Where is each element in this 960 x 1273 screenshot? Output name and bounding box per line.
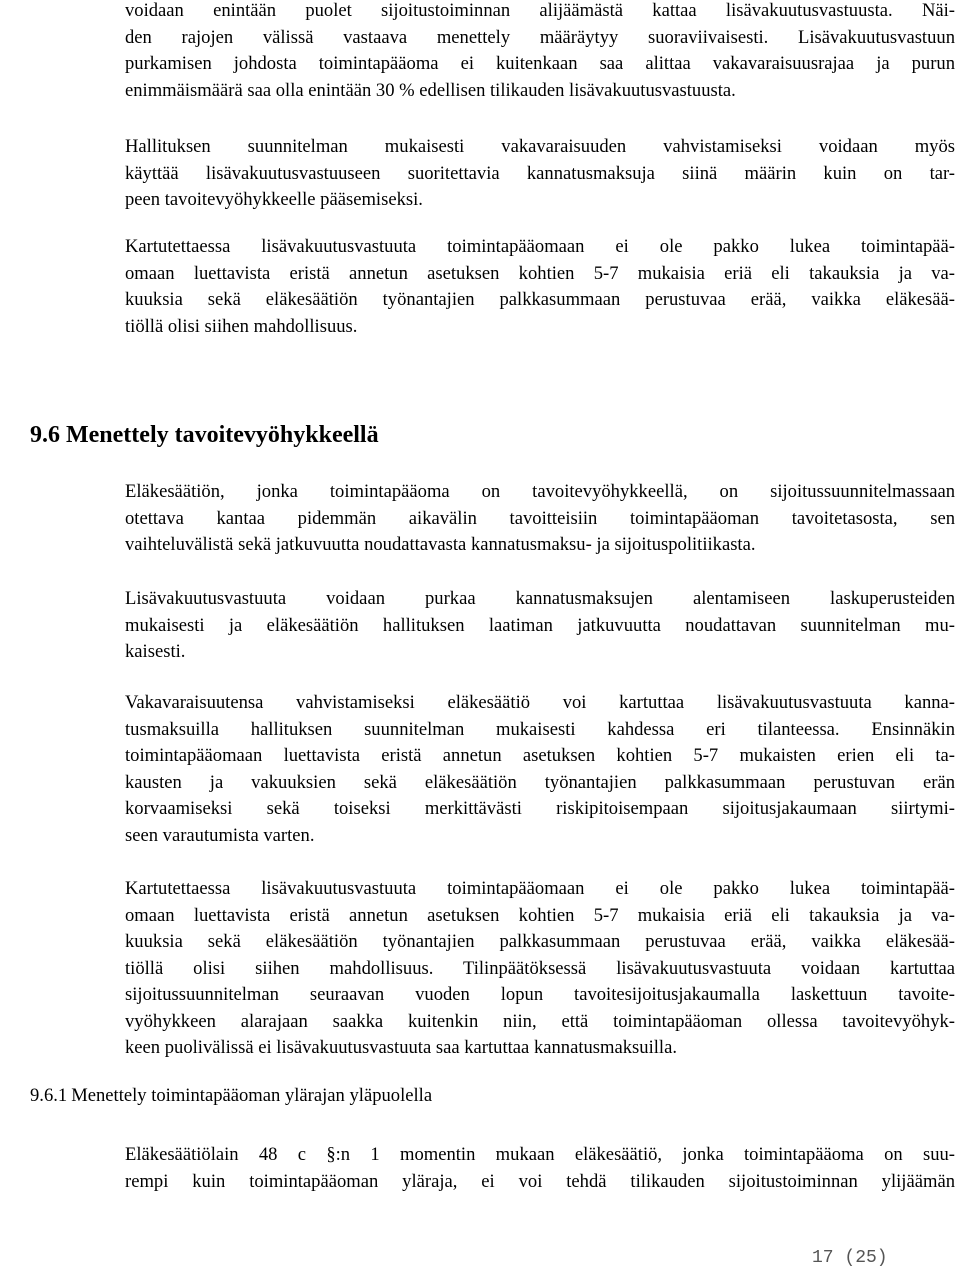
paragraph-release — [125, 586, 955, 666]
text-line: Eläkesäätiön, jonka toimintapääoma on tavoitevyöhykkeellä, on sijoitussuunnitelmassaan — [125, 481, 955, 502]
subsection-title: Menettely toimintapääoman ylärajan yläpuolella — [71, 1085, 433, 1106]
text-line: mukaisesti ja eläkesäätiön hallituksen laatiman jatkuvuutta noudattavan suunnitelman mu- — [125, 614, 955, 636]
text-line: kuuksia sekä eläkesäätiön työnantajien palkkasummaan perustuvaa erää, vaikka eläkesää- — [125, 289, 955, 310]
text-line: vyöhykkeen alarajaan saakka kuitenkin niin, että toimintapääoman ollessa tavoitevyöhyk- — [125, 1010, 955, 1032]
text-line: rempi kuin toimintapääoman yläraja, ei voi tehdä tilikauden sijoitustoiminnan ylijäämän — [125, 1170, 955, 1192]
paragraph-board-plan — [125, 134, 955, 214]
text-line: toimintapääomaan luettavista eristä annetun asetuksen kohtien 5-7 mukaisten erien eli ta- — [125, 745, 955, 766]
paragraph-surplus-limits — [125, 0, 955, 104]
subsection-heading — [30, 1083, 432, 1109]
text-line: sijoitussuunnitelman seuraavan vuoden lopun tavoitesijoitusjakaumalla laskettuun tavoite- — [125, 984, 955, 1005]
text-line: seen varautumista varten. — [125, 824, 315, 846]
text-line: keen puolivälissä ei lisävakuutusvastuuta saa kartuttaa kannatusmaksuilla. — [125, 1037, 677, 1058]
text-line: tusmaksuilla hallituksen suunnitelman mukaisesti kahdessa eri tilanteessa. Ensinnäkin — [125, 718, 955, 740]
section-heading — [30, 420, 379, 450]
paragraph-investment-plan — [125, 479, 955, 559]
paragraph-accumulation-2 — [125, 876, 955, 1062]
text-line: purkamisen johdosta toimintapääoma ei kuitenkaan saa alittaa vakavaraisuusrajaa ja purun — [125, 53, 955, 74]
subsection-number: 9.6.1 — [30, 1085, 68, 1106]
text-line: tiöllä olisi siihen mahdollisuus. Tilinpäätöksessä lisävakuutusvastuuta voidaan kartuttaa — [125, 957, 955, 979]
text-line: tiöllä olisi siihen mahdollisuus. — [125, 315, 358, 337]
text-line: Lisävakuutusvastuuta voidaan purkaa kannatusmaksujen alentamiseen laskuperusteiden — [125, 588, 955, 609]
text-line: omaan luettavista eristä annetun asetuksen kohtien 5-7 mukaisia eriä eli takauksia ja va- — [125, 262, 955, 284]
section-title: Menettely tavoitevyöhykkeellä — [66, 422, 379, 448]
text-line: Eläkesäätiölain 48 c §:n 1 momentin mukaan eläkesäätiö, jonka toimintapääoma on suu- — [125, 1144, 955, 1165]
text-line: otettava kantaa pidemmän aikavälin tavoitteisiin toimintapääoman tavoitetasosta, sen — [125, 507, 955, 529]
text-line: kaisesti. — [125, 641, 186, 662]
text-line: Kartutettaessa lisävakuutusvastuuta toimintapääomaan ei ole pakko lukea toimintapää- — [125, 236, 955, 257]
text-line: vaihteluvälistä sekä jatkuvuutta noudattavasta kannatusmaksu- ja sijoituspolitiikasta. — [125, 534, 756, 555]
text-line: enimmäismäärä saa olla enintään 30 % edellisen tilikauden lisävakuutusvastuusta. — [125, 79, 736, 101]
paragraph-two-situations — [125, 690, 955, 849]
paragraph-upper-limit — [125, 1142, 955, 1195]
text-line: korvaamiseksi sekä toiseksi merkittävästi riskipitoisempaan sijoitusjakaumaan siirtymi- — [125, 798, 955, 819]
text-line: den rajojen välissä vastaava menettely määräytyy suoraviivaisesti. Lisävakuutusvastuun — [125, 26, 955, 48]
text-line: omaan luettavista eristä annetun asetuksen kohtien 5-7 mukaisia eriä eli takauksia ja va- — [125, 904, 955, 926]
text-line: kuuksia sekä eläkesäätiön työnantajien palkkasummaan perustuvaa erää, vaikka eläkesää- — [125, 931, 955, 952]
text-line: peen tavoitevyöhykkeelle pääsemiseksi. — [125, 189, 423, 210]
text-line: kausten ja vakuuksien sekä eläkesäätiön työnantajien palkkasummaan perustuvan erän — [125, 771, 955, 793]
text-line: voidaan enintään puolet sijoitustoiminnan alijäämästä kattaa lisävakuutusvastuusta. Näi- — [125, 0, 955, 21]
text-line: Vakavaraisuutensa vahvistamiseksi eläkesäätiö voi kartuttaa lisävakuutusvastuuta kanna- — [125, 692, 955, 713]
paragraph-accumulation-1 — [125, 234, 955, 340]
section-number: 9.6 — [30, 422, 60, 448]
page-number: 17 (25) — [812, 1248, 888, 1268]
text-line: käyttää lisävakuutusvastuuseen suoritettavia kannatusmaksuja siinä määrin kuin on tar- — [125, 162, 955, 184]
text-line: Hallituksen suunnitelman mukaisesti vakavaraisuuden vahvistamiseksi voidaan myös — [125, 136, 955, 157]
text-line: Kartutettaessa lisävakuutusvastuuta toimintapääomaan ei ole pakko lukea toimintapää- — [125, 878, 955, 899]
